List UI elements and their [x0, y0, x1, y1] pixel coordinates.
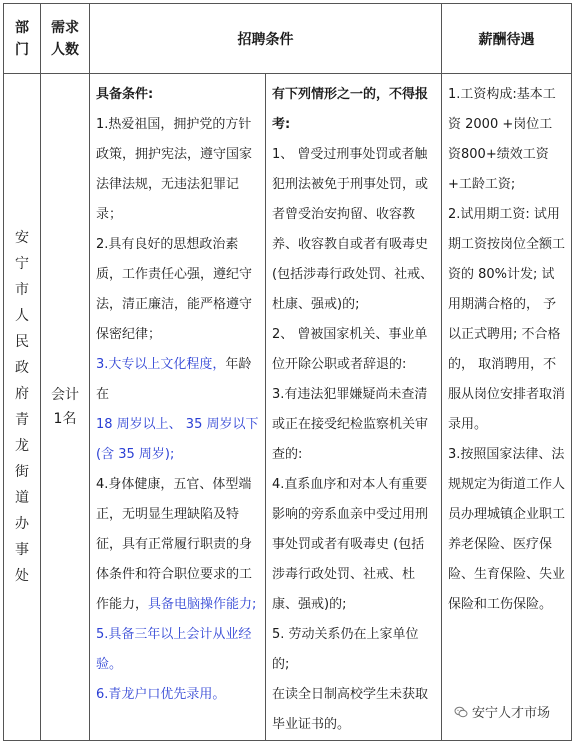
header-dept: 部 门 — [4, 4, 41, 74]
header-row — [4, 4, 572, 74]
exclusions-title: 有下列情形之一的，不得报考: — [272, 87, 429, 132]
header-salary: 薪酬待遇 — [442, 4, 572, 74]
exclusions-cell — [266, 74, 442, 741]
exclusion-item-3: 3.有违法犯罪嫌疑尚未查清或正在接受纪检监察机关审查的: — [272, 387, 429, 462]
position-name: 会计 — [51, 387, 79, 403]
salary-cell — [442, 74, 572, 741]
condition-item-4: 4.身体健康，五官、体型端正，无明显生理缺陷及特征，具有正常履行职责的身体条件和符合职位要求的工作能力，具备电脑操作能力; — [96, 477, 257, 612]
conditions-title: 具备条件: — [96, 87, 154, 102]
header-count: 需求 人数 — [41, 4, 90, 74]
watermark — [454, 702, 550, 721]
condition-item-5: 5.具备三年以上会计从业经验。 — [96, 627, 252, 672]
watermark-text: 安宁人才市场 — [472, 706, 551, 721]
data-row — [4, 74, 572, 741]
dept-cell: 安 宁 市 人 民 政 府 青 龙 街 道 办 事 处 — [4, 74, 41, 741]
position-cell — [41, 74, 90, 741]
exclusion-item-2: 2、 曾被国家机关、事业单位开除公职或者辞退的: — [272, 327, 428, 372]
wechat-icon — [454, 705, 468, 719]
exclusion-item-6: 在读全日制高校学生未获取毕业证书的。 — [272, 687, 429, 732]
exclusion-item-4: 4.直系血序和对本人有重要影响的旁系血亲中受过用刑事处罚或者有吸毒史 (包括涉毒行政处罚、社戒、杜康、强戒)的; — [272, 477, 429, 612]
exclusion-item-1: 1、 曾受过刑事处罚或者触犯刑法被免于刑事处罚，或者曾受治安拘留、收容教养、收容教自或者有吸毒史(包括涉毒行政处罚、社戒、杜康、强戒)的; — [272, 147, 434, 312]
condition-item-3: 3.大专以上文化程度，年龄在 18 周岁以上、 35 周岁以下(含 35 周岁); — [96, 357, 259, 462]
condition-item-1: 1.热爱祖国，拥护党的方针政策，拥护宪法，遵守国家法律法规，无违法犯罪记录； — [96, 117, 253, 222]
recruitment-table — [3, 3, 572, 741]
condition-item-2: 2.具有良好的思想政治素质，工作责任心强，遵纪守法，清正廉洁，能严格遵守保密纪律； — [96, 237, 253, 342]
position-count: 1名 — [53, 411, 77, 427]
exclusion-item-5: 5. 劳动关系仍在上家单位的; — [272, 627, 419, 672]
conditions-cell — [90, 74, 266, 741]
condition-item-6: 6.青龙户口优先录用。 — [96, 687, 226, 702]
salary-item-3: 3.按照国家法律、法规规定为街道工作人员办理城镇企业职工养老保险、医疗保险、生育保险、失业保险和工伤保险。 — [448, 447, 566, 612]
header-requirements: 招聘条件 — [90, 4, 442, 74]
salary-item-1: 1.工资构成:基本工资 2000 +岗位工资800+绩效工资+工龄工资; — [448, 87, 556, 192]
salary-item-2: 2.试用期工资: 试用期工资按岗位全额工资的 80%计发; 试用期满合格的， 予以正式聘用; 不合格的， 取消聘用，不服从岗位安排者取消录用。 — [448, 207, 566, 432]
